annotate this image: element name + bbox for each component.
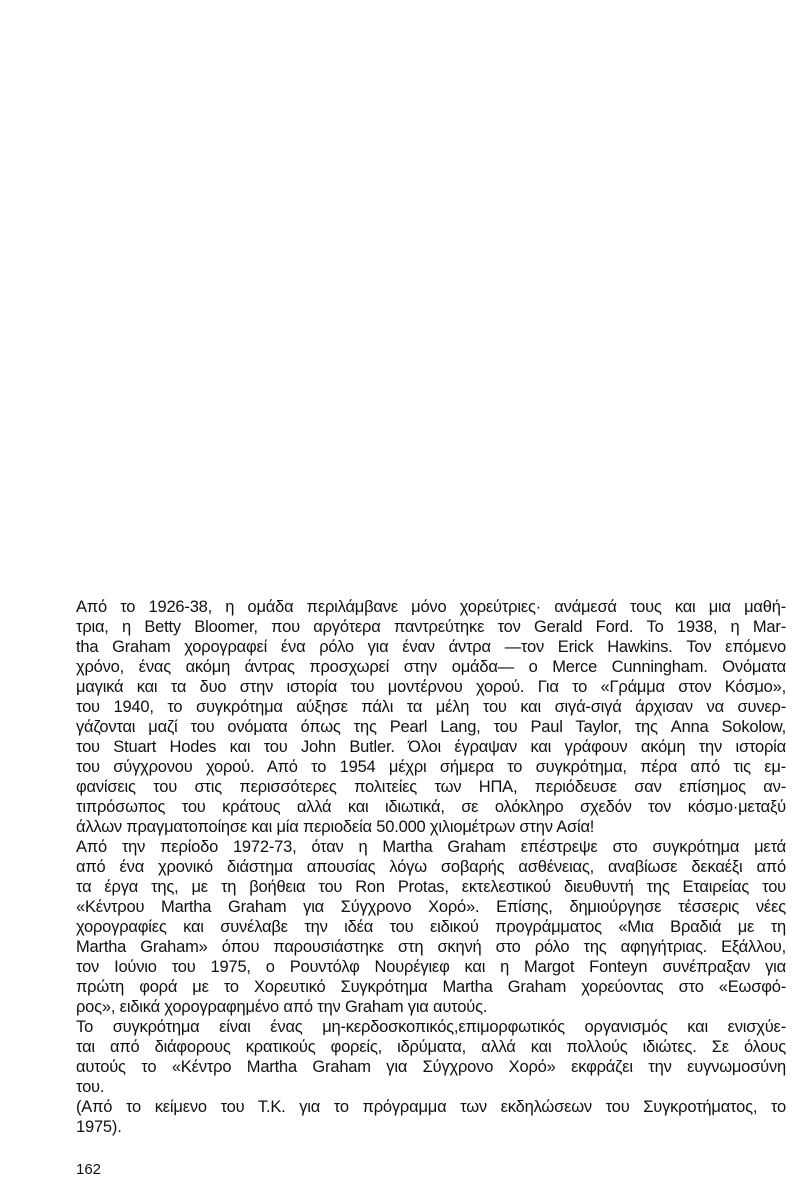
text-line: μαγικά και τα δυο στην ιστορία του μοντέρνου χορού. Για το «Γράμμα στον Κόσμο», xyxy=(76,678,786,696)
text-line: του. xyxy=(76,1078,105,1096)
text-line: «Κέντρου Martha Graham για Σύγχρονο Χορό». Επίσης, δημιούργησε τέσσερις νέες xyxy=(76,898,786,916)
text-line: tha Graham χορογραφεί ένα ρόλο για έναν άντρα —τον Erick Hawkins. Τον επόμενο xyxy=(76,638,786,656)
paragraph xyxy=(76,1097,786,1137)
paragraph xyxy=(76,837,786,1017)
paragraph xyxy=(76,1017,786,1097)
text-line: ται από διάφορους κρατικούς φορείς, ιδρύματα, αλλά και πολλούς ιδιώτες. Σε όλους xyxy=(76,1038,786,1056)
text-line: ρος», ειδικά χορογραφημένο από την Graham για αυτούς. xyxy=(76,998,488,1016)
text-line: άλλων πραγματοποίησε και μία περιοδεία 50.000 χιλιομέτρων στην Ασία! xyxy=(76,818,595,836)
text-line: φανίσεις του στις περισσότερες πολιτείες των ΗΠΑ, περιόδευσε σαν επίσημος αν- xyxy=(76,778,786,796)
text-line: (Από το κείμενο του Τ.Κ. για το πρόγραμμα των εκδηλώσεων του Συγκροτήματος, το xyxy=(76,1098,786,1116)
text-line: πρώτη φορά με το Χορευτικό Συγκρότημα Martha Graham χορεύοντας στο «Εωσφό- xyxy=(76,978,786,996)
text-line: του σύγχρονου χορού. Από το 1954 μέχρι σήμερα το συγκρότημα, πέρα από τις εμ- xyxy=(76,758,786,776)
text-line: γάζονται μαζί του ονόματα όπως της Pearl Lang, του Paul Taylor, της Anna Sokolow, xyxy=(76,718,786,736)
text-line: του Stuart Hodes και του John Butler. Όλοι έγραψαν και γράφουν ακόμη την ιστορία xyxy=(76,738,786,756)
text-line: Από την περίοδο 1972-73, όταν η Martha Graham επέστρεψε στο συγκρότημα μετά xyxy=(76,838,786,856)
text-line: τον Ιούνιο του 1975, ο Ρουντόλφ Νουρέγιεφ και η Margot Fonteyn συνέπραξαν για xyxy=(76,958,786,976)
body-text xyxy=(76,597,786,1137)
text-line: χρόνο, ένας ακόμη άντρας προσχωρεί στην ομάδα— ο Merce Cunningham. Ονόματα xyxy=(76,658,786,676)
text-line: Το συγκρότημα είναι ένας μη-κερδοσκοπικός,επιμορφωτικός οργανισμός και ενισχύε- xyxy=(76,1018,786,1036)
text-line: χορογραφίες και συνέλαβε την ιδέα του ειδικού προγράμματος «Μια Βραδιά με τη xyxy=(76,918,786,936)
text-line: από ένα χρονικό διάστημα απουσίας λόγω σοβαρής ασθένειας, αναβίωσε δεκαέξι από xyxy=(76,858,786,876)
page-number: 162 xyxy=(76,1161,102,1178)
text-line: Από το 1926-38, η ομάδα περιλάμβανε μόνο χορεύτριες· ανάμεσά τους και μια μαθή- xyxy=(76,598,786,616)
paragraph xyxy=(76,597,786,837)
text-line: Martha Graham» όπου παρουσιάστηκε στη σκηνή στο ρόλο της αφηγήτριας. Εξάλλου, xyxy=(76,938,786,956)
text-line: τιπρόσωπος του κράτους αλλά και ιδιωτικά, σε ολόκληρο σχεδόν τον κόσμο·μεταξύ xyxy=(76,798,786,816)
text-line: τα έργα της, με τη βοήθεια του Ron Protas, εκτελεστικού διευθυντή της Εταιρείας του xyxy=(76,878,786,896)
text-line: αυτούς το «Κέντρο Martha Graham για Σύγχρονο Χορό» εκφράζει την ευγνωμοσύνη xyxy=(76,1058,786,1076)
text-line: τρια, η Betty Bloomer, που αργότερα παντρεύτηκε τον Gerald Ford. Το 1938, η Mar- xyxy=(76,618,786,636)
text-line: 1975). xyxy=(76,1118,122,1136)
text-line: του 1940, το συγκρότημα αύξησε πάλι τα μέλη του και σιγά-σιγά άρχισαν να συνερ- xyxy=(76,698,786,716)
